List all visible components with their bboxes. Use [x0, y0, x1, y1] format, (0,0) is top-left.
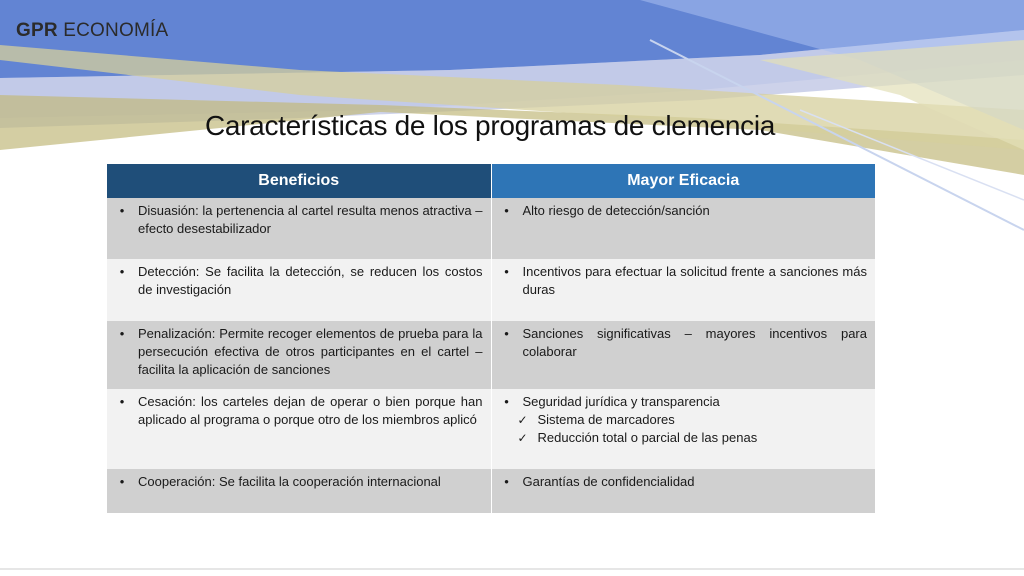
- cell-text: Alto riesgo de detección/sanción: [522, 203, 710, 218]
- cell-text: Disuasión: la pertenencia al cartel resulta menos atractiva – efecto desestabilizador: [138, 203, 483, 236]
- cell-text: Detección: Se facilita la detección, se reducen los costos de investigación: [138, 264, 483, 297]
- cell-text: Incentivos para efectuar la solicitud frente a sanciones más duras: [522, 264, 867, 297]
- table-cell: [107, 259, 491, 321]
- bullet-icon: •: [119, 394, 125, 409]
- table-cell: [491, 321, 875, 389]
- slide-title: Características de los programas de clemencia: [204, 110, 776, 141]
- bullet-icon: •: [504, 394, 509, 409]
- brand-rest: ECONOMÍA: [63, 20, 169, 41]
- table-header-row: [107, 164, 875, 198]
- table-cell: [491, 469, 875, 513]
- brand-logo: [16, 20, 168, 42]
- bullet-icon: •: [504, 203, 509, 218]
- cell-text: Cooperación: Se facilita la cooperación internacional: [138, 474, 441, 489]
- table-cell: [107, 198, 491, 259]
- column-header-mayor-eficacia: Mayor Eficacia: [491, 164, 875, 198]
- check-icon: ✓: [517, 413, 528, 427]
- footer-divider: [0, 568, 1024, 570]
- bullet-icon: •: [119, 326, 125, 341]
- table-cell: [491, 259, 875, 321]
- comparison-table: [107, 164, 875, 513]
- bullet-icon: •: [119, 264, 125, 279]
- table-cell: [107, 469, 491, 513]
- table-cell: [107, 321, 491, 389]
- bullet-icon: •: [504, 474, 509, 489]
- bullet-icon: •: [504, 264, 509, 279]
- cell-text: Penalización: Permite recoger elementos de prueba para la persecución efectiva de otros participantes en el cartel – facilita la aplicación de sanciones: [138, 326, 483, 377]
- cell-text: Cesación: los carteles dejan de operar o bien porque han aplicado al programa o porque otro de los miembros aplicó: [138, 394, 483, 427]
- table-row: [107, 259, 875, 321]
- table-row: [107, 469, 875, 513]
- bullet-icon: •: [119, 203, 125, 218]
- check-icon: ✓: [517, 431, 528, 445]
- sub-item-text: Sistema de marcadores: [537, 412, 675, 427]
- table-row: [107, 198, 875, 259]
- brand-bold: GPR: [16, 20, 58, 41]
- sub-item-text: Reducción total o parcial de las penas: [537, 430, 758, 445]
- bullet-icon: •: [504, 326, 509, 341]
- table-cell: [491, 389, 875, 469]
- cell-text: Garantías de confidencialidad: [522, 474, 695, 489]
- column-header-beneficios: Beneficios: [107, 164, 491, 198]
- cell-text: Sanciones significativas – mayores incentivos para colaborar: [522, 326, 867, 359]
- table-row: [107, 389, 875, 469]
- cell-text: Seguridad jurídica y transparencia: [522, 394, 720, 409]
- table-cell: [107, 389, 491, 469]
- table-row: [107, 321, 875, 389]
- bullet-icon: •: [119, 474, 125, 489]
- table-cell: [491, 198, 875, 259]
